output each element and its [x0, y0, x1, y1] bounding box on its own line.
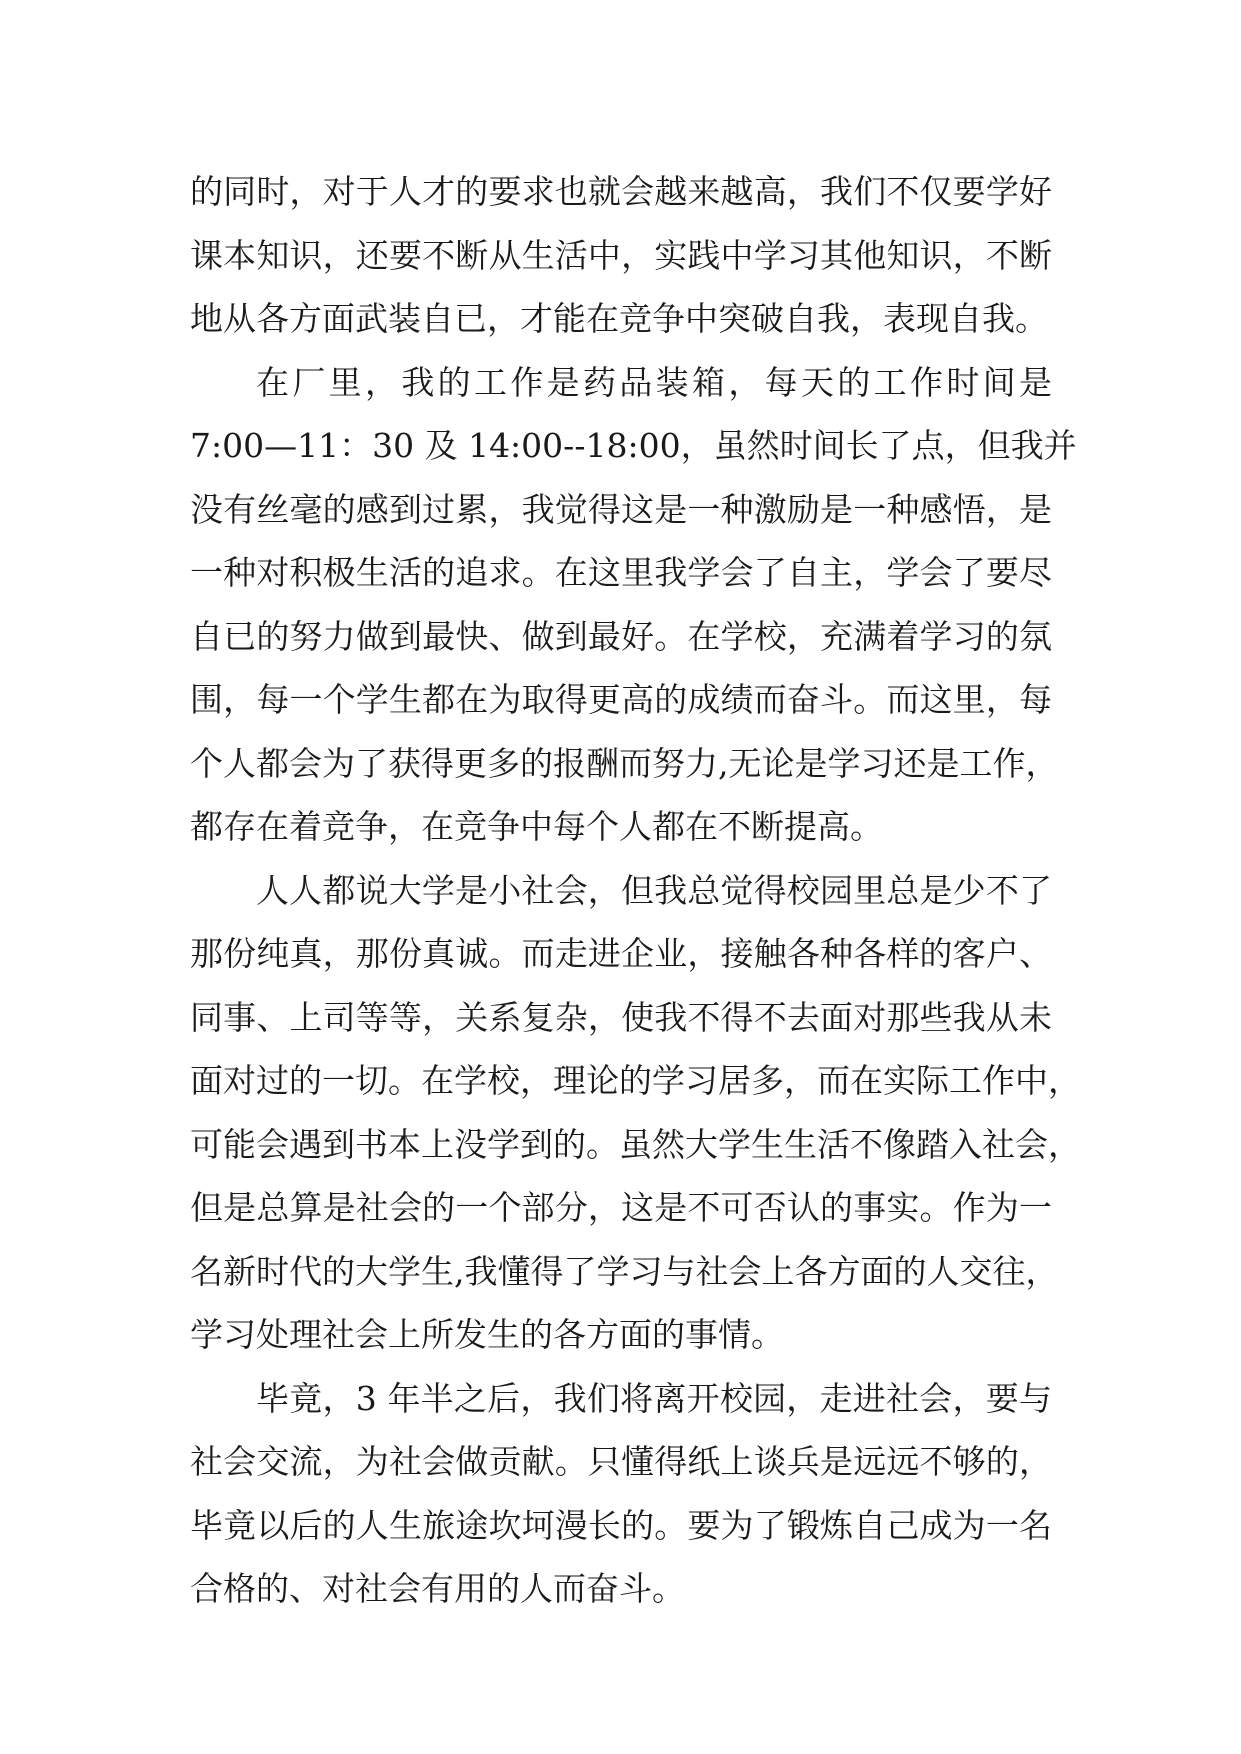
text-line: 同事、上司等等，关系复杂，使我不得不去面对那些我从未	[190, 997, 1052, 1037]
text-line: 没有丝毫的感到过累，我觉得这是一种激励是一种感悟，是	[190, 489, 1052, 529]
text-line: 地从各方面武装自已，才能在竞争中突破自我，表现自我。	[190, 299, 1048, 338]
text-line: 但是总算是社会的一个部分，这是不可否认的事实。作为一	[190, 1188, 1052, 1227]
text-line: 围，每一个学生都在为取得更高的成绩而奋斗。而这里，每	[190, 680, 1052, 719]
text-line: 名新时代的大学生,我懂得了学习与社会上各方面的人交往，	[190, 1251, 1059, 1291]
text-line: 自已的努力做到最快、做到最好。在学校，充满着学习的氛	[190, 616, 1052, 656]
text-line: 的同时，对于人才的要求也就会越来越高，我们不仅要学好	[190, 172, 1052, 211]
paragraph	[190, 859, 1081, 1367]
text-line: 毕竟以后的人生旅途坎坷漫长的。要为了锻炼自己成为一名	[190, 1505, 1052, 1545]
text-line: 合格的、对社会有用的人而奋斗。	[190, 1569, 685, 1608]
text-line: 个人都会为了获得更多的报酬而努力,无论是学习还是工作，	[190, 743, 1059, 783]
document-body	[190, 160, 1081, 1621]
text-line: 人人都说大学是小社会，但我总觉得校园里总是少不了	[256, 870, 1052, 910]
text-line: 学习处理社会上所发生的各方面的事情。	[190, 1315, 784, 1354]
text-line: 可能会遇到书本上没学到的。虽然大学生生活不像踏入社会，	[190, 1124, 1081, 1164]
paragraph	[190, 1367, 1052, 1621]
text-line: 毕竟，3 年半之后，我们将离开校园，走进社会，要与	[256, 1378, 1052, 1418]
text-line: 一种对积极生活的追求。在这里我学会了自主，学会了要尽	[190, 553, 1052, 592]
text-line: 7:00—11：30 及 14:00--18:00，虽然时间长了点，但我并	[190, 426, 1077, 465]
text-line: 都存在着竞争，在竞争中每个人都在不断提高。	[190, 807, 883, 846]
paragraph	[190, 351, 1077, 859]
text-line: 面对过的一切。在学校，理论的学习居多，而在实际工作中，	[190, 1061, 1081, 1100]
paragraph	[190, 160, 1052, 351]
text-line: 在厂里，我的工作是药品装箱，每天的工作时间是	[256, 362, 1052, 402]
text-line: 那份纯真，那份真诚。而走进企业，接触各种各样的客户、	[190, 934, 1052, 973]
text-line: 课本知识，还要不断从生活中，实践中学习其他知识，不断	[190, 235, 1052, 275]
text-line: 社会交流，为社会做贡献。只懂得纸上谈兵是远远不够的，	[190, 1442, 1052, 1481]
